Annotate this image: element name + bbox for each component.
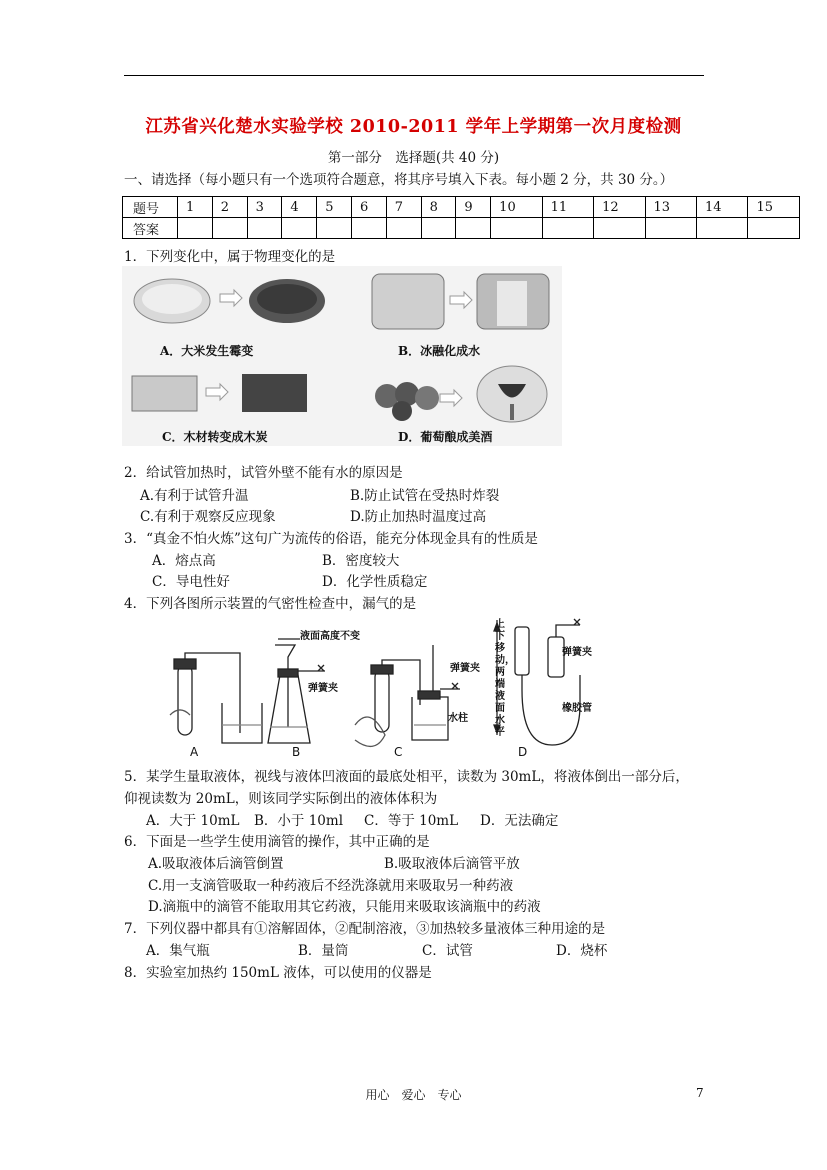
q4-b-annotation-top: 液面高度不变 [300,631,360,642]
q1-option-c: C．木材转变成木炭 [162,430,268,444]
row-label-answer: 答案 [123,218,178,239]
q3-option-b: B．密度较大 [322,553,400,569]
q7-option-a: A．集气瓶 [146,943,210,959]
q3-option-d: D．化学性质稳定 [322,574,428,590]
q4-d-annotation-clip: 弹簧夹 [562,647,592,658]
answer-cell[interactable] [178,218,213,239]
q2-option-b: B.防止试管在受热时炸裂 [350,488,500,504]
answer-cell[interactable] [317,218,352,239]
q3-option-c: C．导电性好 [152,574,230,590]
q1-option-a: A．大米发生霉变 [160,344,254,358]
part-heading: 第一部分 选择题(共 40 分) [327,150,500,166]
table-cell: 14 [696,197,747,218]
page-title: 江苏省兴化楚水实验学校 2010-2011 学年上学期第一次月度检测 [145,117,682,137]
q4-label-d: D [518,745,528,759]
answer-cell[interactable] [212,218,247,239]
answer-cell[interactable] [594,218,645,239]
table-cell: 15 [748,197,800,218]
table-cell: 8 [421,197,456,218]
q5-option-c: C．等于 10mL [364,813,459,829]
answer-cell[interactable] [351,218,386,239]
q4-apparatus [150,615,630,763]
answer-cell[interactable] [386,218,421,239]
q7-stem: 7．下列仪器中都具有①溶解固体，②配制溶液，③加热较多量液体三种用途的是 [124,921,606,937]
table-cell: 7 [386,197,421,218]
q6-option-c: C.用一支滴管吸取一种药液后不经洗涤就用来吸取另一种药液 [148,878,514,894]
q7-option-d: D．烧杯 [556,943,608,959]
table-cell: 13 [645,197,696,218]
answer-cell[interactable] [421,218,456,239]
table-cell: 2 [212,197,247,218]
page-number: 7 [696,1086,704,1100]
q4-figure [150,615,630,763]
q4-label-a: A [190,745,199,759]
q2-option-c: C.有利于观察反应现象 [140,509,276,525]
q5-option-a: A．大于 10mL [146,813,240,829]
q5-stem-line2: 仰视读数为 20mL，则该同学实际倒出的液体体积为 [124,791,438,807]
answer-cell[interactable] [542,218,593,239]
answer-table-number-row [123,197,800,218]
table-cell: 12 [594,197,645,218]
q1-figure [122,266,562,446]
q8-stem: 8．实验室加热约 150mL 液体，可以使用的仪器是 [124,965,432,981]
q7-option-c: C．试管 [422,943,473,959]
answer-cell[interactable] [282,218,317,239]
answer-table-answer-row [123,218,800,239]
table-cell: 5 [317,197,352,218]
q5-option-d: D．无法确定 [480,813,559,829]
q1-option-d: D．葡萄酿成美酒 [398,430,493,444]
q4-c-annotation-water: 水柱 [448,713,468,724]
table-cell: 6 [351,197,386,218]
answer-cell[interactable] [748,218,800,239]
q6-stem: 6．下面是一些学生使用滴管的操作，其中正确的是 [124,834,430,850]
table-cell: 4 [282,197,317,218]
q3-option-a: A．熔点高 [152,553,216,569]
q5-option-b: B．小于 10ml [254,813,344,829]
q1-option-b: B．冰融化成水 [398,344,481,358]
q4-b-annotation-clip: 弹簧夹 [308,683,338,694]
answer-table [122,196,800,239]
table-cell: 11 [542,197,593,218]
answer-cell[interactable] [456,218,491,239]
q2-option-a: A.有利于试管升温 [140,488,249,504]
answer-cell[interactable] [696,218,747,239]
table-cell: 9 [456,197,491,218]
table-cell: 10 [491,197,542,218]
q4-stem: 4．下列各图所示装置的气密性检查中，漏气的是 [124,596,417,612]
q4-label-c: C [394,745,403,759]
answer-cell[interactable] [491,218,542,239]
q1-stem: 1．下列变化中，属于物理变化的是 [124,249,336,265]
q2-option-d: D.防止加热时温度过高 [350,509,487,525]
q7-option-b: B．量筒 [298,943,349,959]
q6-option-b: B.吸取液体后滴管平放 [384,856,520,872]
q3-stem: 3．“真金不怕火炼”这句广为流传的俗语，能充分体现金具有的性质是 [124,531,538,547]
q4-c-annotation-clip: 弹簧夹 [450,663,480,674]
q4-label-b: B [292,745,301,759]
answer-cell[interactable] [645,218,696,239]
q6-option-d: D.滴瓶中的滴管不能取用其它药液，只能用来吸取该滴瓶中的药液 [148,899,541,915]
table-cell: 3 [247,197,282,218]
answer-cell[interactable] [247,218,282,239]
q4-d-annotation-side: 上下移动，两端液面水平 [495,619,515,738]
q6-option-a: A.吸取液体后滴管倒置 [148,856,284,872]
q5-stem-line1: 5．某学生量取液体，视线与液体凹液面的最底处相平，读数为 30mL，将液体倒出一部分后， [124,769,689,785]
header-rule [124,75,704,76]
q4-d-annotation-tube: 橡胶管 [562,703,592,714]
row-label-number: 题号 [123,197,178,218]
footer-motto: 用心 爱心 专心 [365,1088,462,1102]
table-cell: 1 [178,197,213,218]
section-instruction: 一、请选择（每小题只有一个选项符合题意，将其序号填入下表。每小题 2 分，共 30 分。） [124,172,674,188]
q2-stem: 2．给试管加热时，试管外壁不能有水的原因是 [124,465,403,481]
